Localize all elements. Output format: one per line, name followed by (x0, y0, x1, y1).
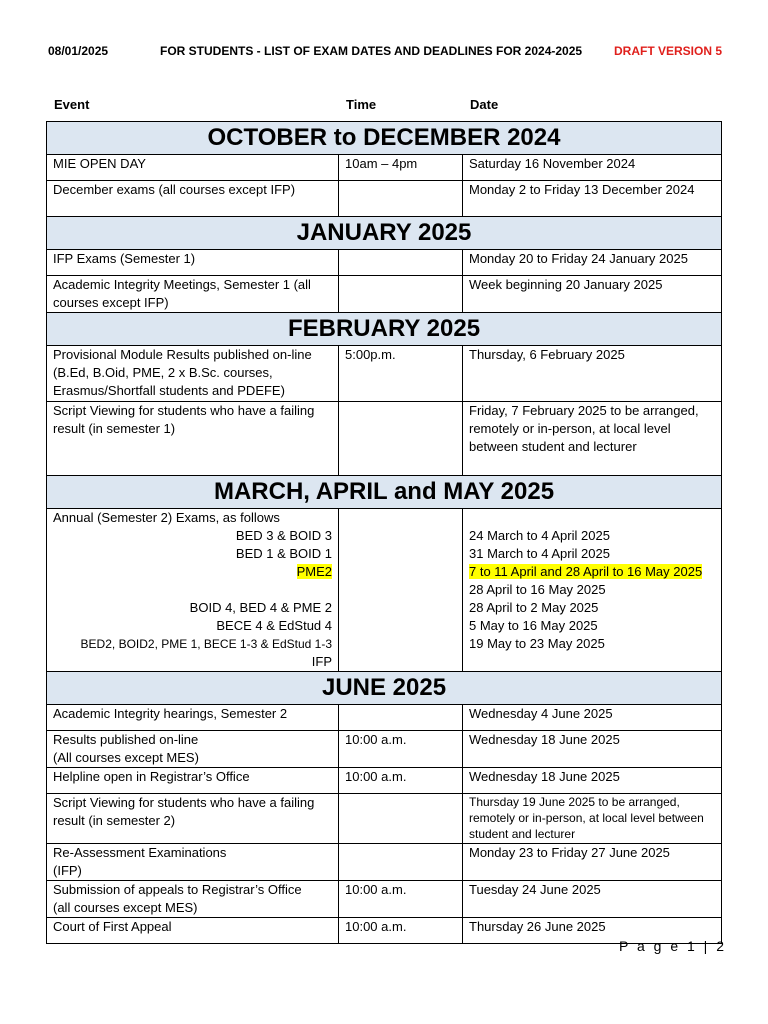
table-row (47, 705, 722, 731)
table-row (47, 881, 722, 918)
date-cell: Wednesday 18 June 2025 (463, 768, 722, 794)
time-cell (339, 181, 463, 217)
time-cell (339, 250, 463, 276)
event-cell (47, 731, 339, 768)
time-cell: 10:00 a.m. (339, 881, 463, 918)
exam-group: PME2 (296, 564, 332, 579)
exam-dates-cell (463, 509, 722, 672)
event-cell: December exams (all courses except IFP) (47, 181, 339, 217)
event-line: Submission of appeals to Registrar’s Office (53, 882, 302, 897)
section-title: MARCH, APRIL and MAY 2025 (47, 476, 722, 509)
date-cell: Wednesday 4 June 2025 (463, 705, 722, 731)
exam-date: 31 March to 4 April 2025 (469, 546, 610, 561)
date-cell: Week beginning 20 January 2025 (463, 276, 722, 313)
date-cell: Tuesday 24 June 2025 (463, 881, 722, 918)
section-row (47, 672, 722, 705)
exam-group: BECE 4 & EdStud 4 (216, 618, 332, 633)
event-line: (IFP) (53, 863, 82, 878)
table-row (47, 276, 722, 313)
time-cell (339, 705, 463, 731)
draft-label: DRAFT VERSION 5 (614, 44, 723, 58)
document-title: FOR STUDENTS - LIST OF EXAM DATES AND DEADLINES FOR 2024-2025 (160, 44, 583, 58)
exam-date: 28 April to 16 May 2025 (469, 582, 606, 597)
table-row (47, 844, 722, 881)
time-cell (339, 509, 463, 672)
time-cell (339, 402, 463, 476)
exam-date: 19 May to 23 May 2025 (469, 636, 605, 651)
date-cell: Thursday, 6 February 2025 (463, 346, 722, 402)
event-line: (All courses except MES) (53, 750, 199, 765)
event-cell: IFP Exams (Semester 1) (47, 250, 339, 276)
section-title: OCTOBER to DECEMBER 2024 (47, 122, 722, 155)
time-cell: 10:00 a.m. (339, 918, 463, 944)
exam-date: 5 May to 16 May 2025 (469, 618, 598, 633)
time-cell: 10:00 a.m. (339, 731, 463, 768)
date-cell: Monday 2 to Friday 13 December 2024 (463, 181, 722, 217)
date-cell: Monday 23 to Friday 27 June 2025 (463, 844, 722, 881)
table-row (47, 794, 722, 844)
date-cell: Wednesday 18 June 2025 (463, 731, 722, 768)
time-cell (339, 844, 463, 881)
table-row (47, 731, 722, 768)
time-cell: 10:00 a.m. (339, 768, 463, 794)
date-cell: Monday 20 to Friday 24 January 2025 (463, 250, 722, 276)
document-date: 08/01/2025 (48, 44, 109, 58)
table-row (47, 509, 722, 672)
event-cell: Court of First Appeal (47, 918, 339, 944)
table-row (47, 181, 722, 217)
date-cell: Thursday 26 June 2025 (463, 918, 722, 944)
exam-group: IFP (311, 654, 332, 669)
table-row (47, 346, 722, 402)
time-cell (339, 794, 463, 844)
exam-intro: Annual (Semester 2) Exams, as follows (53, 510, 280, 525)
event-cell (47, 844, 339, 881)
date-cell: Friday, 7 February 2025 to be arranged, remotely or in-person, at local level between student and lecturer (463, 402, 722, 476)
time-cell (339, 276, 463, 313)
column-header-time: Time (346, 97, 377, 112)
event-cell: Helpline open in Registrar’s Office (47, 768, 339, 794)
event-cell: MIE OPEN DAY (47, 155, 339, 181)
column-header-event: Event (54, 97, 90, 112)
section-title: FEBRUARY 2025 (47, 313, 722, 346)
table-row (47, 250, 722, 276)
page-number: P a g e 1 | 2 (619, 938, 727, 954)
event-line: Re-Assessment Examinations (53, 845, 227, 860)
exam-group: BED2, BOID2, PME 1, BECE 1-3 & EdStud 1-3 (80, 637, 332, 651)
date-cell: Thursday 19 June 2025 to be arranged, remotely or in-person, at local level between student and lecturer (463, 794, 722, 844)
table-row (47, 768, 722, 794)
time-cell: 10am – 4pm (339, 155, 463, 181)
section-row (47, 313, 722, 346)
event-cell (47, 881, 339, 918)
exam-groups-cell (47, 509, 339, 672)
exam-group: BOID 4, BED 4 & PME 2 (189, 600, 332, 615)
section-title: JUNE 2025 (47, 672, 722, 705)
event-line: (all courses except MES) (53, 900, 198, 915)
section-row (47, 476, 722, 509)
event-cell: Academic Integrity hearings, Semester 2 (47, 705, 339, 731)
section-row (47, 217, 722, 250)
exam-group: BED 1 & BOID 1 (235, 546, 332, 561)
event-cell: Academic Integrity Meetings, Semester 1 (all courses except IFP) (47, 276, 339, 313)
exam-dates-table (46, 121, 722, 944)
event-cell: Script Viewing for students who have a failing result (in semester 1) (47, 402, 339, 476)
table-row (47, 402, 722, 476)
event-cell: Provisional Module Results published on-line (B.Ed, B.Oid, PME, 2 x B.Sc. courses, Erasmus/Shortfall students and PDEFE) (47, 346, 339, 402)
time-cell: 5:00p.m. (339, 346, 463, 402)
column-header-date: Date (470, 97, 499, 112)
event-line: Results published on-line (53, 732, 199, 747)
exam-group: BED 3 & BOID 3 (235, 528, 332, 543)
section-title: JANUARY 2025 (47, 217, 722, 250)
event-cell: Script Viewing for students who have a failing result (in semester 2) (47, 794, 339, 844)
exam-date: 28 April to 2 May 2025 (469, 600, 599, 615)
table-row (47, 155, 722, 181)
section-row (47, 122, 722, 155)
date-cell: Saturday 16 November 2024 (463, 155, 722, 181)
exam-date-highlighted: 7 to 11 April and 28 April to 16 May 2025 (469, 564, 703, 579)
exam-date: 24 March to 4 April 2025 (469, 528, 610, 543)
